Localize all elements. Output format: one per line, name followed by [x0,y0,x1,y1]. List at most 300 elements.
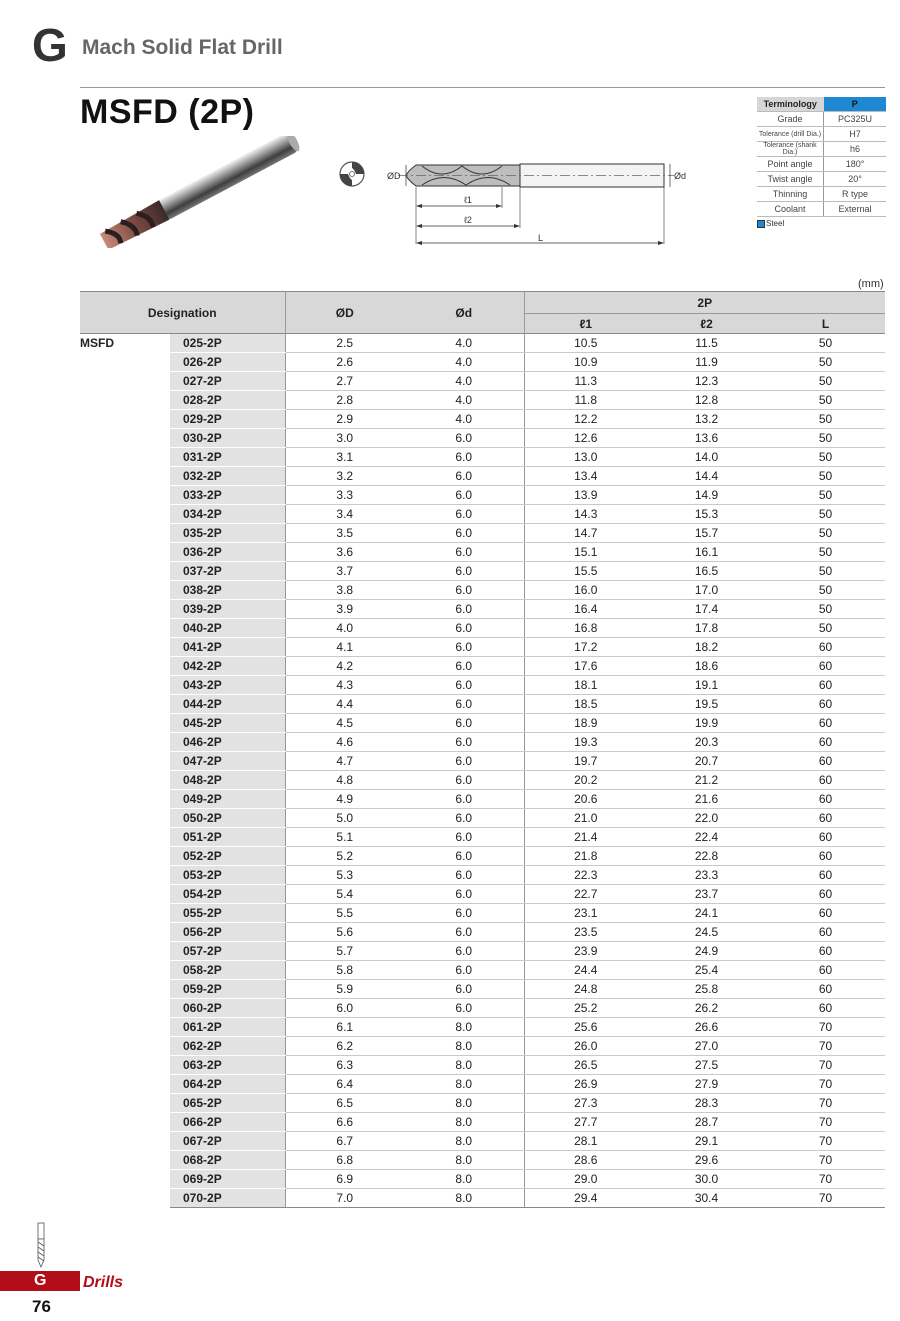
drill-tab-icon [33,1222,49,1268]
l2-cell: 25.4 [647,961,766,980]
l1-cell: 10.5 [524,334,647,353]
l1-cell: 20.6 [524,790,647,809]
series-cell [80,562,170,581]
code-cell: 070-2P [170,1189,285,1208]
header-L: L [766,314,885,334]
drill-end-view-icon [336,158,368,190]
table-row [80,790,885,809]
l2-cell: 18.2 [647,638,766,657]
code-cell: 063-2P [170,1056,285,1075]
l2-cell: 27.5 [647,1056,766,1075]
l2-cell: 19.1 [647,676,766,695]
d-cell: 6.0 [404,923,524,942]
series-cell [80,942,170,961]
code-cell: 041-2P [170,638,285,657]
table-row [80,942,885,961]
L-cell: 50 [766,600,885,619]
header-l2: ℓ2 [647,314,766,334]
technical-drawing [382,156,698,252]
d-cell: 6.0 [404,562,524,581]
d-cell: 8.0 [404,1075,524,1094]
l1-cell: 17.2 [524,638,647,657]
d-cell: 6.0 [404,543,524,562]
l2-cell: 20.7 [647,752,766,771]
D-cell: 5.6 [285,923,404,942]
D-cell: 6.8 [285,1151,404,1170]
D-cell: 5.2 [285,847,404,866]
l2-cell: 19.5 [647,695,766,714]
code-cell: 049-2P [170,790,285,809]
L-cell: 60 [766,733,885,752]
D-cell: 3.5 [285,524,404,543]
d-cell: 8.0 [404,1094,524,1113]
D-cell: 6.1 [285,1018,404,1037]
code-cell: 062-2P [170,1037,285,1056]
product-title: MSFD (2P) [80,93,255,131]
series-cell [80,581,170,600]
table-row [80,866,885,885]
table-row [80,999,885,1018]
L-cell: 50 [766,581,885,600]
series-cell [80,866,170,885]
table-row [80,733,885,752]
series-cell [80,714,170,733]
series-cell [80,486,170,505]
d-cell: 8.0 [404,1056,524,1075]
code-cell: 059-2P [170,980,285,999]
series-cell [80,885,170,904]
d-cell: 8.0 [404,1151,524,1170]
code-cell: 045-2P [170,714,285,733]
L-cell: 60 [766,961,885,980]
footer-section-label: Drills [83,1274,124,1291]
table-row [80,334,885,353]
l1-cell: 23.5 [524,923,647,942]
code-cell: 060-2P [170,999,285,1018]
l1-cell: 26.9 [524,1075,647,1094]
l2-cell: 25.8 [647,980,766,999]
L-cell: 50 [766,619,885,638]
d-cell: 4.0 [404,353,524,372]
series-cell [80,904,170,923]
D-cell: 5.0 [285,809,404,828]
l2-cell: 26.6 [647,1018,766,1037]
L-cell: 50 [766,334,885,353]
l1-cell: 26.0 [524,1037,647,1056]
term-key-point-angle: Point angle [757,157,824,172]
D-cell: 3.8 [285,581,404,600]
series-cell [80,847,170,866]
l2-cell: 22.8 [647,847,766,866]
series-cell [80,1151,170,1170]
series-cell [80,923,170,942]
L-cell: 70 [766,1151,885,1170]
code-cell: 044-2P [170,695,285,714]
table-row [80,1075,885,1094]
table-row [80,619,885,638]
term-key-tolerance-drill: Tolerance (drill Dia.) [757,127,824,142]
d-cell: 6.0 [404,505,524,524]
D-cell: 6.4 [285,1075,404,1094]
L-cell: 50 [766,467,885,486]
spec-table-body [80,334,885,1208]
D-cell: 5.8 [285,961,404,980]
l1-cell: 29.4 [524,1189,647,1208]
code-cell: 040-2P [170,619,285,638]
table-row [80,657,885,676]
code-cell: 026-2P [170,353,285,372]
l2-cell: 14.4 [647,467,766,486]
d-cell: 6.0 [404,467,524,486]
table-row [80,1189,885,1208]
l2-cell: 18.6 [647,657,766,676]
table-row [80,467,885,486]
L-cell: 60 [766,923,885,942]
D-cell: 3.2 [285,467,404,486]
code-cell: 047-2P [170,752,285,771]
d-cell: 6.0 [404,847,524,866]
chapter-title: Mach Solid Flat Drill [82,36,283,59]
table-row [80,904,885,923]
dim-label-l1: ℓ1 [464,195,472,205]
table-row [80,410,885,429]
code-cell: 035-2P [170,524,285,543]
d-cell: 6.0 [404,942,524,961]
code-cell: 066-2P [170,1113,285,1132]
code-cell: 051-2P [170,828,285,847]
L-cell: 50 [766,486,885,505]
steel-legend-label: Steel [766,219,785,228]
L-cell: 60 [766,942,885,961]
term-key-tolerance-shank: Tolerance (shank Dia.) [757,142,824,157]
table-row [80,429,885,448]
l1-cell: 21.0 [524,809,647,828]
D-cell: 5.4 [285,885,404,904]
L-cell: 50 [766,410,885,429]
l2-cell: 23.7 [647,885,766,904]
d-cell: 6.0 [404,714,524,733]
l2-cell: 22.4 [647,828,766,847]
L-cell: 70 [766,1094,885,1113]
d-cell: 4.0 [404,410,524,429]
dim-label-L: L [538,233,544,243]
d-cell: 4.0 [404,391,524,410]
l1-cell: 22.7 [524,885,647,904]
l2-cell: 28.3 [647,1094,766,1113]
l2-cell: 24.1 [647,904,766,923]
code-cell: 053-2P [170,866,285,885]
l2-cell: 17.0 [647,581,766,600]
l2-cell: 24.9 [647,942,766,961]
term-key-grade: Grade [757,112,824,127]
d-cell: 6.0 [404,657,524,676]
code-cell: 064-2P [170,1075,285,1094]
l2-cell: 12.3 [647,372,766,391]
d-cell: 6.0 [404,961,524,980]
D-cell: 6.7 [285,1132,404,1151]
l1-cell: 11.3 [524,372,647,391]
code-cell: 031-2P [170,448,285,467]
D-cell: 4.7 [285,752,404,771]
L-cell: 60 [766,714,885,733]
l2-cell: 13.6 [647,429,766,448]
D-cell: 2.8 [285,391,404,410]
D-cell: 5.5 [285,904,404,923]
l1-cell: 16.8 [524,619,647,638]
L-cell: 60 [766,790,885,809]
d-cell: 6.0 [404,619,524,638]
l2-cell: 24.5 [647,923,766,942]
l2-cell: 16.5 [647,562,766,581]
d-cell: 6.0 [404,999,524,1018]
L-cell: 50 [766,429,885,448]
l1-cell: 14.3 [524,505,647,524]
table-row [80,448,885,467]
l1-cell: 27.3 [524,1094,647,1113]
code-cell: 039-2P [170,600,285,619]
code-cell: 032-2P [170,467,285,486]
l1-cell: 22.3 [524,866,647,885]
D-cell: 6.9 [285,1170,404,1189]
table-row [80,1170,885,1189]
series-cell [80,638,170,657]
code-cell: 043-2P [170,676,285,695]
series-cell [80,505,170,524]
L-cell: 60 [766,771,885,790]
series-cell [80,999,170,1018]
l2-cell: 29.6 [647,1151,766,1170]
l1-cell: 15.5 [524,562,647,581]
table-row [80,372,885,391]
d-cell: 6.0 [404,904,524,923]
code-cell: 036-2P [170,543,285,562]
d-cell: 6.0 [404,771,524,790]
l2-cell: 19.9 [647,714,766,733]
d-cell: 6.0 [404,885,524,904]
header-d: Ød [404,292,524,334]
dim-label-d: Ød [674,171,687,181]
table-row [80,714,885,733]
term-value-point-angle: 180° [824,157,887,172]
terminology-header-p: P [824,97,887,112]
L-cell: 50 [766,353,885,372]
series-cell [80,467,170,486]
d-cell: 8.0 [404,1170,524,1189]
table-row [80,885,885,904]
l1-cell: 18.1 [524,676,647,695]
code-cell: 052-2P [170,847,285,866]
code-cell: 029-2P [170,410,285,429]
series-cell [80,657,170,676]
L-cell: 60 [766,676,885,695]
l2-cell: 12.8 [647,391,766,410]
table-row [80,1018,885,1037]
d-cell: 4.0 [404,372,524,391]
code-cell: 033-2P [170,486,285,505]
table-row [80,1094,885,1113]
series-cell [80,372,170,391]
code-cell: 061-2P [170,1018,285,1037]
code-cell: 030-2P [170,429,285,448]
l1-cell: 13.4 [524,467,647,486]
D-cell: 4.2 [285,657,404,676]
series-cell [80,980,170,999]
code-cell: 025-2P [170,334,285,353]
term-key-twist-angle: Twist angle [757,172,824,187]
l2-cell: 22.0 [647,809,766,828]
l1-cell: 15.1 [524,543,647,562]
code-cell: 069-2P [170,1170,285,1189]
table-row [80,1132,885,1151]
series-cell [80,619,170,638]
table-row [80,505,885,524]
code-cell: 042-2P [170,657,285,676]
l1-cell: 18.5 [524,695,647,714]
l1-cell: 14.7 [524,524,647,543]
d-cell: 6.0 [404,733,524,752]
l2-cell: 15.3 [647,505,766,524]
header-divider [80,87,885,88]
d-cell: 6.0 [404,866,524,885]
L-cell: 60 [766,999,885,1018]
l1-cell: 21.4 [524,828,647,847]
table-row [80,980,885,999]
D-cell: 3.7 [285,562,404,581]
table-row [80,961,885,980]
L-cell: 60 [766,904,885,923]
series-cell [80,543,170,562]
table-row [80,847,885,866]
L-cell: 70 [766,1132,885,1151]
L-cell: 60 [766,847,885,866]
drill-photo [88,136,313,248]
unit-label: (mm) [858,278,884,290]
l2-cell: 11.9 [647,353,766,372]
code-cell: 065-2P [170,1094,285,1113]
l1-cell: 10.9 [524,353,647,372]
D-cell: 4.8 [285,771,404,790]
chapter-letter: G [32,19,68,71]
D-cell: 6.3 [285,1056,404,1075]
series-cell [80,809,170,828]
L-cell: 70 [766,1170,885,1189]
L-cell: 70 [766,1037,885,1056]
code-cell: 050-2P [170,809,285,828]
d-cell: 6.0 [404,448,524,467]
l2-cell: 11.5 [647,334,766,353]
header-l1: ℓ1 [524,314,647,334]
series-cell [80,961,170,980]
L-cell: 70 [766,1113,885,1132]
l2-cell: 23.3 [647,866,766,885]
l1-cell: 19.3 [524,733,647,752]
table-row [80,543,885,562]
terminology-table [757,97,886,217]
D-cell: 2.6 [285,353,404,372]
L-cell: 60 [766,980,885,999]
series-cell [80,771,170,790]
l1-cell: 23.9 [524,942,647,961]
l2-cell: 30.0 [647,1170,766,1189]
D-cell: 2.9 [285,410,404,429]
term-value-tolerance-shank: h6 [824,142,887,157]
code-cell: 038-2P [170,581,285,600]
D-cell: 2.5 [285,334,404,353]
d-cell: 8.0 [404,1189,524,1208]
table-row [80,1056,885,1075]
L-cell: 60 [766,828,885,847]
l1-cell: 26.5 [524,1056,647,1075]
l1-cell: 18.9 [524,714,647,733]
code-cell: 037-2P [170,562,285,581]
steel-square-icon [757,220,765,228]
table-row [80,771,885,790]
L-cell: 60 [766,885,885,904]
l1-cell: 25.6 [524,1018,647,1037]
l2-cell: 21.2 [647,771,766,790]
d-cell: 6.0 [404,581,524,600]
header-D: ØD [285,292,404,334]
series-cell [80,1170,170,1189]
d-cell: 6.0 [404,752,524,771]
table-row [80,828,885,847]
l1-cell: 29.0 [524,1170,647,1189]
L-cell: 60 [766,866,885,885]
series-cell [80,1075,170,1094]
l1-cell: 23.1 [524,904,647,923]
term-value-coolant: External [824,202,887,217]
page-number: 76 [32,1297,51,1316]
l2-cell: 21.6 [647,790,766,809]
D-cell: 3.0 [285,429,404,448]
l1-cell: 24.8 [524,980,647,999]
series-cell [80,391,170,410]
l1-cell: 17.6 [524,657,647,676]
L-cell: 60 [766,752,885,771]
d-cell: 6.0 [404,486,524,505]
series-cell [80,733,170,752]
d-cell: 6.0 [404,600,524,619]
series-cell [80,353,170,372]
code-cell: 057-2P [170,942,285,961]
spec-table [80,291,885,1208]
table-row [80,638,885,657]
l2-cell: 28.7 [647,1113,766,1132]
l1-cell: 24.4 [524,961,647,980]
d-cell: 8.0 [404,1018,524,1037]
series-cell [80,1018,170,1037]
l2-cell: 30.4 [647,1189,766,1208]
l1-cell: 13.0 [524,448,647,467]
l2-cell: 29.1 [647,1132,766,1151]
l2-cell: 16.1 [647,543,766,562]
header-group-2p: 2P [524,292,885,314]
table-row [80,581,885,600]
series-cell [80,410,170,429]
D-cell: 6.0 [285,999,404,1018]
D-cell: 5.3 [285,866,404,885]
l1-cell: 16.0 [524,581,647,600]
series-cell [80,1094,170,1113]
d-cell: 6.0 [404,695,524,714]
D-cell: 6.5 [285,1094,404,1113]
series-cell [80,828,170,847]
L-cell: 50 [766,505,885,524]
term-value-tolerance-drill: H7 [824,127,887,142]
table-row [80,486,885,505]
table-row [80,1151,885,1170]
code-cell: 054-2P [170,885,285,904]
